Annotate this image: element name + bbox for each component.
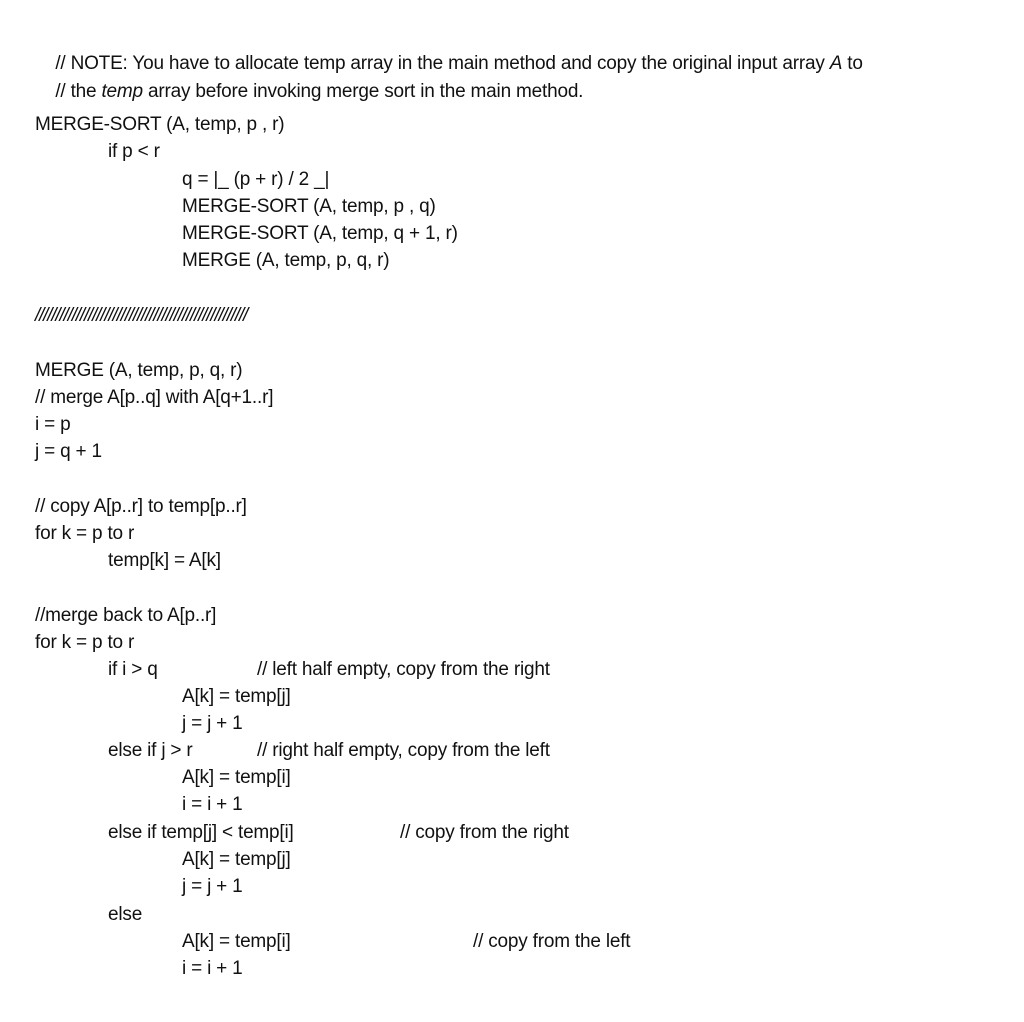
increment-i-1: i = i + 1 — [182, 794, 243, 815]
if-left-empty: if i > q — [108, 659, 158, 680]
note-line-2-text: // the — [55, 81, 102, 102]
assign-from-left-1: A[k] = temp[i] — [182, 767, 291, 788]
merge-sort-q-assign: q = |_ (p + r) / 2 _| — [182, 169, 330, 190]
note-line-2-emphasis: temp — [101, 81, 143, 102]
assign-from-left-2: A[k] = temp[i] — [182, 931, 291, 952]
copy-for-loop: for k = p to r — [35, 523, 135, 544]
merge-sort-call-merge: MERGE (A, temp, p, q, r) — [182, 250, 390, 271]
merge-sort-if: if p < r — [108, 141, 160, 162]
section-separator: //////////////////////////////////////////////////// — [35, 305, 248, 326]
increment-i-2: i = i + 1 — [182, 958, 243, 979]
comment-copy-right: // copy from the right — [400, 822, 569, 843]
note-line-1-text: // NOTE: You have to allocate temp array in the main method and copy the original input array — [55, 53, 830, 74]
elseif-right-empty: else if j > r — [108, 740, 193, 761]
merge-i-init: i = p — [35, 414, 71, 435]
comment-copy-left: // copy from the left — [473, 931, 631, 952]
comment-right-empty: // right half empty, copy from the left — [257, 740, 550, 761]
merge-sort-signature: MERGE-SORT (A, temp, p , r) — [35, 114, 285, 135]
increment-j-1: j = j + 1 — [182, 713, 243, 734]
elseif-compare: else if temp[j] < temp[i] — [108, 822, 294, 843]
assign-from-right-2: A[k] = temp[j] — [182, 849, 291, 870]
increment-j-2: j = j + 1 — [182, 876, 243, 897]
merge-signature: MERGE (A, temp, p, q, r) — [35, 360, 243, 381]
note-line-1-emphasis: A — [829, 53, 843, 74]
merge-sort-call-left: MERGE-SORT (A, temp, p , q) — [182, 196, 436, 217]
assign-from-right-1: A[k] = temp[j] — [182, 686, 291, 707]
merge-sort-call-right: MERGE-SORT (A, temp, q + 1, r) — [182, 223, 458, 244]
comment-left-empty: // left half empty, copy from the right — [257, 659, 550, 680]
copy-statement: temp[k] = A[k] — [108, 550, 221, 571]
copy-comment: // copy A[p..r] to temp[p..r] — [35, 496, 247, 517]
else-keyword: else — [108, 904, 143, 925]
note-line-2-tail: array before invoking merge sort in the main method. — [142, 81, 584, 102]
merge-comment: // merge A[p..q] with A[q+1..r] — [35, 387, 274, 408]
merge-back-comment: //merge back to A[p..r] — [35, 605, 217, 626]
merge-j-init: j = q + 1 — [35, 441, 102, 462]
note-line-1-tail: to — [842, 53, 863, 74]
merge-for-loop: for k = p to r — [35, 632, 135, 653]
